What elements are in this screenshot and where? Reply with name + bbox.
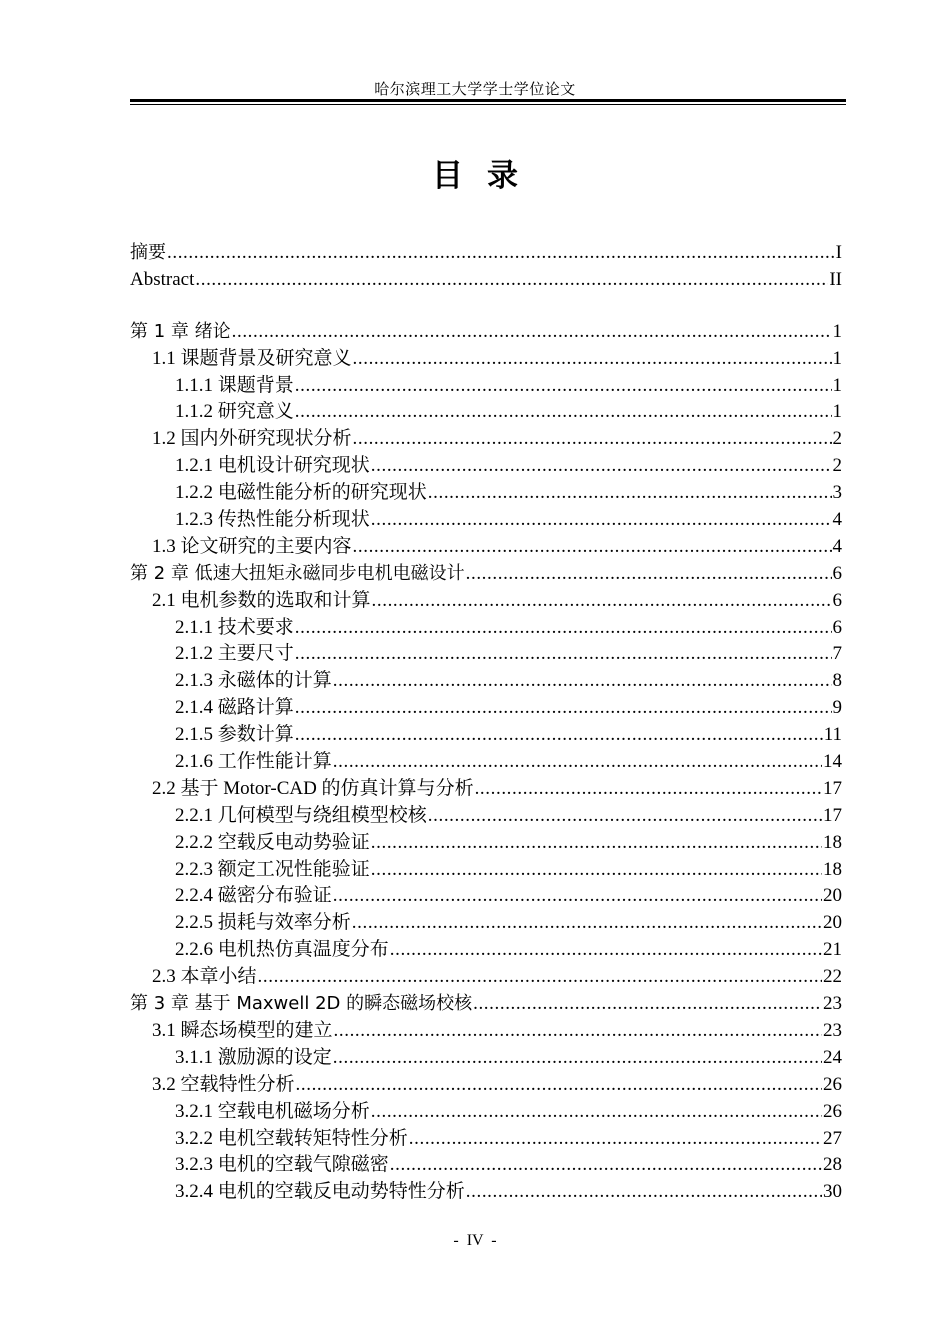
toc-entry-page-number: 18 <box>823 831 842 853</box>
toc-entry[interactable] <box>130 373 842 400</box>
toc-entry[interactable] <box>130 1045 842 1072</box>
toc-entry[interactable] <box>130 1072 842 1099</box>
toc-entry-title: 3.2.4 电机的空载反电动势特性分析 <box>175 1181 465 1203</box>
toc-leader-dots <box>258 964 822 991</box>
toc-leader-dots <box>295 722 823 749</box>
toc-entry-title: 3.2.1 空载电机磁场分析 <box>175 1100 370 1122</box>
toc-entry-title: 2.3 本章小结 <box>152 966 257 988</box>
toc-entry[interactable] <box>130 1152 842 1179</box>
toc-entry-title: 1.2 国内外研究现状分析 <box>152 428 352 450</box>
toc-leader-dots <box>428 803 822 830</box>
toc-leader-dots <box>371 830 822 857</box>
toc-entry[interactable] <box>130 695 842 722</box>
toc-entry-page-number: 18 <box>823 858 842 880</box>
toc-entry-title: 3.2 空载特性分析 <box>152 1073 295 1095</box>
toc-entry-title: 3.2.2 电机空载转矩特性分析 <box>175 1127 408 1149</box>
toc-entry-page-number: 26 <box>823 1073 842 1095</box>
header-rule-thin <box>130 104 846 105</box>
toc-entry-title: 第 1 章 绪论 <box>130 320 231 342</box>
toc-leader-dots <box>333 749 822 776</box>
toc-entry-page-number: 11 <box>823 724 842 746</box>
toc-leader-dots <box>295 373 832 400</box>
toc-entry[interactable] <box>130 776 842 803</box>
toc-entry[interactable] <box>130 534 842 561</box>
toc-entry-title: 2.1.4 磁路计算 <box>175 697 294 719</box>
toc-entry-page-number: 1 <box>832 401 842 423</box>
toc-leader-dots <box>371 507 832 534</box>
toc-entry[interactable] <box>130 399 842 426</box>
toc-entry-page-number: 23 <box>823 1019 842 1041</box>
toc-entry-title: 1.1 课题背景及研究意义 <box>152 347 352 369</box>
toc-entry[interactable] <box>130 1018 842 1045</box>
toc-leader-dots <box>390 937 822 964</box>
toc-entry-title: 2.1.2 主要尺寸 <box>175 643 294 665</box>
toc-entry[interactable] <box>130 346 842 373</box>
toc-entry-title: 2.2.2 空载反电动势验证 <box>175 831 370 853</box>
toc-entry-page-number: I <box>835 242 842 263</box>
toc-entry[interactable] <box>130 830 842 857</box>
toc-entry-title: 第 2 章 低速大扭矩永磁同步电机电磁设计 <box>130 562 465 584</box>
toc-entry-title: 2.2.5 损耗与效率分析 <box>175 912 351 934</box>
toc-leader-dots <box>296 1072 822 1099</box>
toc-entry[interactable] <box>130 937 842 964</box>
table-of-contents <box>130 240 842 1206</box>
toc-entry-page-number: 2 <box>832 455 842 477</box>
toc-entry[interactable] <box>130 641 842 668</box>
toc-leader-dots <box>371 453 832 480</box>
toc-entry-page-number: 20 <box>823 912 842 934</box>
toc-leader-dots <box>295 695 832 722</box>
toc-entry-title: 2.2.6 电机热仿真温度分布 <box>175 939 389 961</box>
toc-entry-title: 3.1.1 激励源的设定 <box>175 1046 332 1068</box>
toc-leader-dots <box>167 240 835 267</box>
toc-entry[interactable] <box>130 561 842 588</box>
toc-entry-page-number: 28 <box>823 1154 842 1176</box>
toc-leader-dots <box>333 883 822 910</box>
toc-entry-page-number: 23 <box>823 993 842 1015</box>
toc-entry[interactable] <box>130 319 842 346</box>
toc-leader-dots <box>473 991 822 1018</box>
toc-entry-page-number: 6 <box>832 616 842 638</box>
toc-entry-page-number: 17 <box>823 804 842 826</box>
toc-entry-page-number: 3 <box>832 482 842 504</box>
toc-entry-title: 2.2.1 几何模型与绕组模型校核 <box>175 804 427 826</box>
toc-entry[interactable] <box>130 1099 842 1126</box>
toc-leader-dots <box>372 588 832 615</box>
toc-entry[interactable] <box>130 267 842 294</box>
toc-entry-title: 2.1 电机参数的选取和计算 <box>152 589 371 611</box>
toc-entry-page-number: 14 <box>823 751 842 773</box>
toc-entry-title: 2.2.3 额定工况性能验证 <box>175 858 370 880</box>
toc-entry[interactable] <box>130 668 842 695</box>
toc-entry[interactable] <box>130 857 842 884</box>
toc-entry[interactable] <box>130 588 842 615</box>
toc-leader-dots <box>409 1126 822 1153</box>
toc-leader-dots <box>353 534 832 561</box>
toc-leader-dots <box>232 319 832 346</box>
toc-leader-dots <box>295 399 832 426</box>
toc-entry-page-number: 9 <box>832 697 842 719</box>
toc-leader-dots <box>333 1045 822 1072</box>
toc-entry-title: Abstract <box>130 268 195 290</box>
toc-entry-title: 2.2.4 磁密分布验证 <box>175 885 332 907</box>
toc-entry-page-number: 17 <box>823 777 842 799</box>
toc-entry-page-number: 24 <box>823 1046 842 1068</box>
toc-entry-title: 2.1.3 永磁体的计算 <box>175 670 332 692</box>
toc-entry-page-number: 27 <box>823 1127 842 1149</box>
toc-entry-title: 摘要 <box>130 242 166 263</box>
page-title: 目录 <box>432 158 542 194</box>
toc-leader-dots <box>295 641 832 668</box>
toc-entry[interactable] <box>130 991 842 1018</box>
toc-leader-dots <box>390 1152 822 1179</box>
toc-entry-page-number: 1 <box>832 374 842 396</box>
toc-leader-dots <box>466 561 832 588</box>
toc-entry-title: 2.1.6 工作性能计算 <box>175 751 332 773</box>
toc-entry[interactable] <box>130 480 842 507</box>
header-rule-thick <box>130 99 846 102</box>
toc-entry-title: 1.2.2 电磁性能分析的研究现状 <box>175 482 427 504</box>
toc-entry[interactable] <box>130 1179 842 1206</box>
toc-entry[interactable] <box>130 507 842 534</box>
toc-leader-dots <box>353 426 832 453</box>
toc-entry-title: 1.2.1 电机设计研究现状 <box>175 455 370 477</box>
toc-leader-dots <box>333 668 832 695</box>
toc-entry-page-number: 1 <box>832 320 842 342</box>
toc-entry-page-number: 20 <box>823 885 842 907</box>
toc-leader-dots <box>475 776 822 803</box>
toc-leader-dots <box>428 480 832 507</box>
toc-leader-dots <box>352 910 822 937</box>
toc-entry-page-number: 21 <box>823 939 842 961</box>
toc-entry[interactable] <box>130 749 842 776</box>
toc-entry-page-number: 2 <box>832 428 842 450</box>
toc-entry[interactable] <box>130 426 842 453</box>
toc-entry[interactable] <box>130 910 842 937</box>
toc-entry-page-number: 7 <box>832 643 842 665</box>
toc-leader-dots <box>353 346 832 373</box>
toc-entry[interactable] <box>130 722 842 749</box>
toc-entry-title: 1.1.1 课题背景 <box>175 374 294 396</box>
toc-entry-page-number: 22 <box>823 966 842 988</box>
toc-entry-title: 1.1.2 研究意义 <box>175 401 294 423</box>
toc-entry-page-number: 26 <box>823 1100 842 1122</box>
toc-entry-page-number: 6 <box>832 589 842 611</box>
toc-entry-title: 1.3 论文研究的主要内容 <box>152 535 352 557</box>
toc-entry-title: 3.2.3 电机的空载气隙磁密 <box>175 1154 389 1176</box>
toc-entry[interactable] <box>130 615 842 642</box>
toc-entry-title: 第 3 章 基于 Maxwell 2D 的瞬态磁场校核 <box>130 993 473 1015</box>
toc-leader-dots <box>371 1099 822 1126</box>
toc-entry-page-number: 4 <box>832 509 842 531</box>
toc-entry-title: 1.2.3 传热性能分析现状 <box>175 509 370 531</box>
toc-entry-title: 2.1.1 技术要求 <box>175 616 294 638</box>
toc-entry[interactable] <box>130 803 842 830</box>
toc-entry-title: 2.2 基于 Motor-CAD 的仿真计算与分析 <box>152 777 474 799</box>
toc-leader-dots <box>295 615 832 642</box>
toc-entry-title: 3.1 瞬态场模型的建立 <box>152 1019 333 1041</box>
toc-entry[interactable] <box>130 453 842 480</box>
toc-leader-dots <box>371 857 822 884</box>
toc-entry-page-number: 6 <box>832 562 842 584</box>
toc-entry-title: 2.1.5 参数计算 <box>175 724 294 746</box>
toc-entry-page-number: 1 <box>832 347 842 369</box>
page-number: - IV - <box>453 1232 497 1249</box>
toc-entry-page-number: 8 <box>832 670 842 692</box>
toc-leader-dots <box>334 1018 822 1045</box>
toc-entry-page-number: II <box>829 268 842 290</box>
toc-leader-dots <box>466 1179 822 1206</box>
toc-leader-dots <box>195 267 828 294</box>
toc-entry[interactable] <box>130 240 842 267</box>
toc-entry-page-number: 4 <box>832 535 842 557</box>
toc-entry[interactable] <box>130 964 842 991</box>
running-header: 哈尔滨理工大学学士学位论文 <box>374 82 576 98</box>
toc-entry-page-number: 30 <box>823 1181 842 1203</box>
toc-entry[interactable] <box>130 883 842 910</box>
toc-entry[interactable] <box>130 1126 842 1153</box>
